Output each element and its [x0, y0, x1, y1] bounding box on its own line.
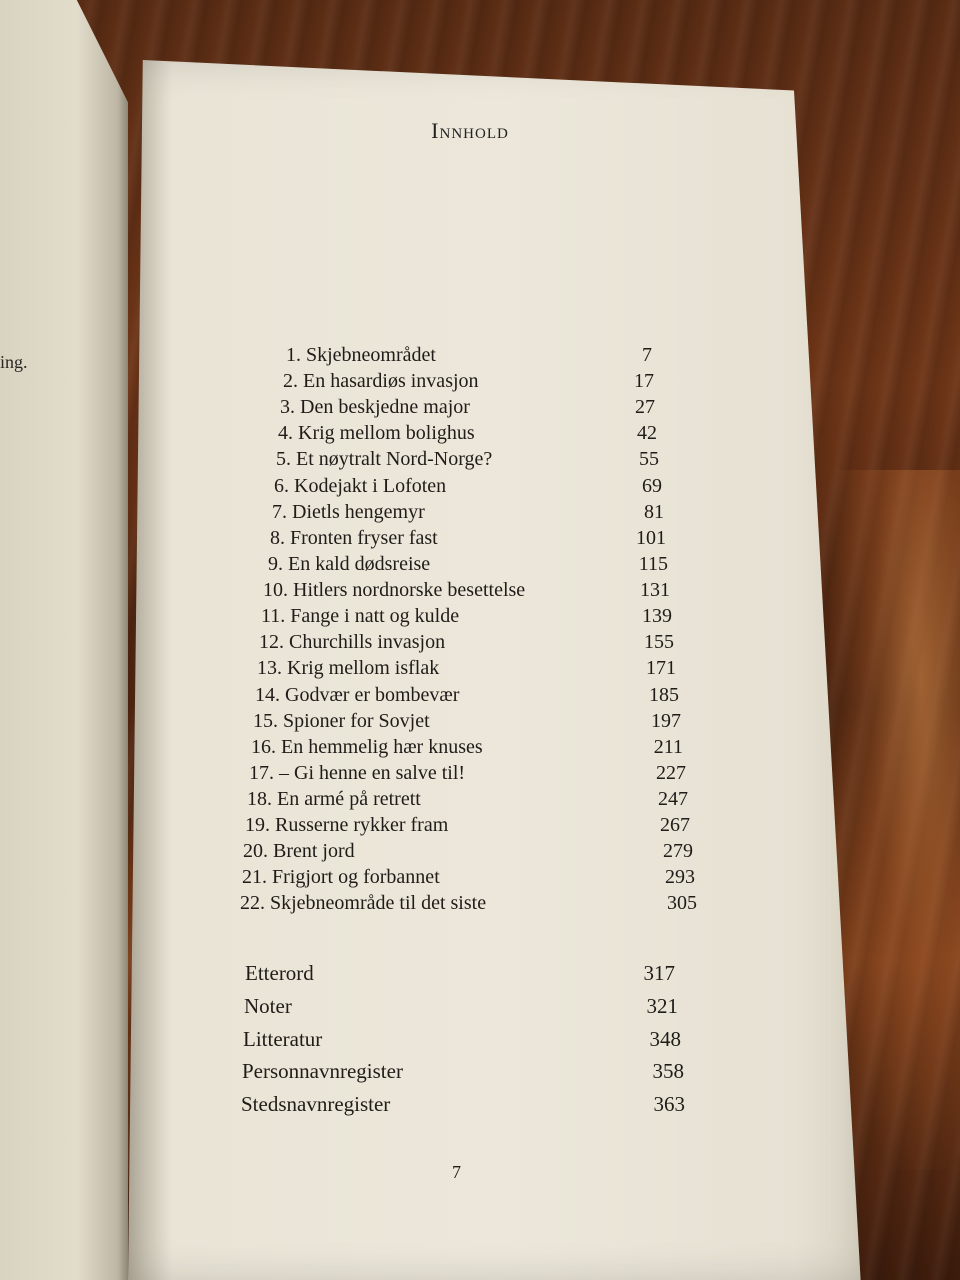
- toc-entry-label: Litteratur: [243, 1027, 323, 1051]
- page-number: 7: [452, 1162, 461, 1182]
- toc-entry-page: 293: [665, 866, 695, 888]
- toc-entry: [259, 629, 674, 655]
- toc-entry: [245, 812, 690, 838]
- toc-entry-label: 8. Fronten fryser fast: [270, 527, 438, 549]
- toc-entry-label: 4. Krig mellom bolighus: [278, 422, 475, 444]
- toc-entry-page: 139: [642, 605, 672, 627]
- toc-entry-label: Personnavnregister: [242, 1059, 403, 1083]
- toc-entry: [240, 890, 697, 916]
- toc-entry: [249, 760, 686, 786]
- toc-backmatter-entry: [242, 1058, 684, 1084]
- toc-entry-page: 348: [649, 1027, 681, 1051]
- toc-entry-page: 227: [656, 762, 686, 784]
- toc-entry-label: 3. Den beskjedne major: [280, 396, 470, 418]
- toc-entry-page: 305: [667, 892, 697, 914]
- toc-entry: [261, 603, 672, 629]
- toc-entry-label: 20. Brent jord: [243, 840, 355, 862]
- toc-entry-label: 16. En hemmelig hær knuses: [251, 736, 483, 758]
- toc-entry: [242, 864, 695, 890]
- toc-entry-label: 5. Et nøytralt Nord-Norge?: [276, 448, 493, 470]
- toc-backmatter-entry: [243, 1026, 681, 1052]
- toc-entry-page: 55: [639, 448, 659, 470]
- page-title: Innhold: [431, 118, 509, 143]
- toc-entry-page: 211: [653, 736, 683, 758]
- toc-entry-label: 6. Kodejakt i Lofoten: [274, 475, 447, 497]
- toc-entry-label: Noter: [244, 994, 292, 1018]
- toc-entry-page: 197: [651, 710, 681, 732]
- toc-entry-page: 101: [636, 527, 666, 549]
- toc-entry-page: 7: [642, 344, 652, 366]
- toc-entry-page: 171: [646, 657, 676, 679]
- toc-entry: [268, 551, 668, 577]
- toc-entry-page: 27: [635, 396, 655, 418]
- toc-entry: [263, 577, 670, 603]
- toc-entry: [278, 420, 657, 446]
- toc-entry-label: 2. En hasardiøs invasjon: [283, 370, 479, 392]
- toc-entry-label: 15. Spioner for Sovjet: [253, 710, 430, 732]
- toc-entry-page: 185: [649, 684, 679, 706]
- toc-entry-label: 9. En kald dødsreise: [268, 553, 431, 575]
- toc-entry-label: 18. En armé på retrett: [247, 788, 421, 810]
- toc-entry-page: 42: [637, 422, 657, 444]
- toc-entry-label: 22. Skjebneområde til det siste: [240, 892, 487, 914]
- left-page-text-fragment: ing.: [0, 352, 28, 372]
- toc-entry-label: 13. Krig mellom isflak: [257, 657, 440, 679]
- toc-entry-page: 267: [660, 814, 690, 836]
- toc-entry: [276, 446, 659, 472]
- toc-entry: [247, 786, 688, 812]
- toc-entry-page: 81: [644, 501, 664, 523]
- toc-entry-label: 21. Frigjort og forbannet: [242, 866, 440, 888]
- toc-entry: [283, 368, 654, 394]
- toc-entry-page: 115: [638, 553, 668, 575]
- toc-entry-page: 279: [663, 840, 693, 862]
- toc-entry: [243, 838, 693, 864]
- toc-entry-page: 17: [634, 370, 654, 392]
- toc-entry-page: 363: [653, 1092, 685, 1116]
- toc-entry-label: 19. Russerne rykker fram: [245, 814, 449, 836]
- toc-entry-label: 17. – Gi henne en salve til!: [249, 762, 466, 784]
- toc-entry-page: 321: [646, 994, 678, 1018]
- toc-entry-label: 7. Dietls hengemyr: [272, 501, 425, 523]
- toc-entry: [280, 394, 655, 420]
- toc-entry-page: 69: [642, 475, 662, 497]
- toc-entry-page: 317: [643, 961, 675, 985]
- toc-entry-label: 11. Fange i natt og kulde: [261, 605, 460, 627]
- toc-entry: [270, 525, 666, 551]
- toc-entry: [255, 682, 679, 708]
- toc-entry: [251, 734, 683, 760]
- toc-entry: [272, 499, 664, 525]
- toc-entry: [274, 473, 662, 499]
- toc-backmatter-entry: [245, 960, 675, 986]
- toc-entry: [286, 342, 652, 368]
- toc-entry-page: 131: [640, 579, 670, 601]
- toc-entry-label: 1. Skjebneområdet: [286, 344, 436, 366]
- toc-entry-label: Stedsnavnregister: [241, 1092, 391, 1116]
- toc-backmatter-entry: [241, 1091, 685, 1117]
- toc-entry-page: 247: [658, 788, 688, 810]
- toc-entry: [257, 655, 676, 681]
- toc-entry-label: Etterord: [245, 961, 314, 985]
- toc-entry-label: 14. Godvær er bombevær: [255, 684, 460, 706]
- toc-entry-page: 155: [644, 631, 674, 653]
- toc-backmatter-entry: [244, 993, 678, 1019]
- toc-entry-label: 12. Churchills invasjon: [259, 631, 446, 653]
- toc-entry: [253, 708, 681, 734]
- toc-entry-page: 358: [652, 1059, 684, 1083]
- toc-entry-label: 10. Hitlers nordnorske besettelse: [263, 579, 526, 601]
